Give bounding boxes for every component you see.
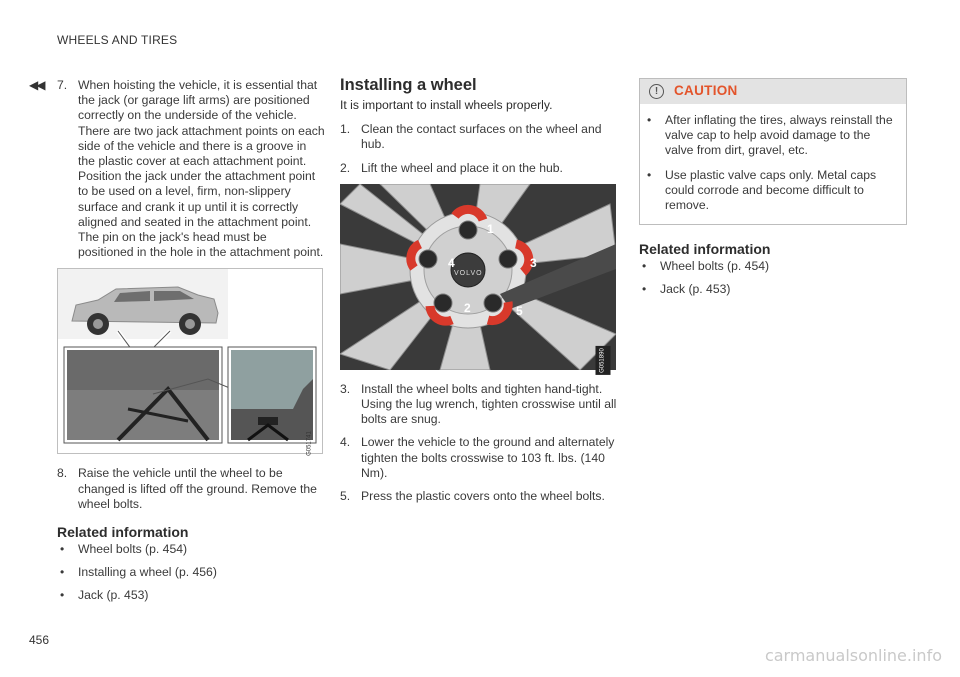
link-text[interactable]: Jack (p. 453): [660, 282, 731, 297]
step-number: 4.: [340, 435, 351, 450]
caution-body: [640, 104, 906, 224]
caution-text: Use plastic valve caps only. Metal caps could corrode and become difficult to remove.: [665, 167, 877, 213]
watermark: carmanualsonline.info: [764, 646, 942, 665]
step-number: 3.: [340, 381, 351, 396]
bolt-label-1: 1: [487, 221, 494, 236]
step-8: [57, 466, 325, 512]
bullet-icon: •: [60, 588, 65, 603]
step-2: [340, 161, 618, 176]
figure-code: G051741: [306, 431, 313, 457]
related-link-jack[interactable]: [639, 282, 907, 297]
caution-text: After inflating the tires, always reinstall the valve cap to help avoid damage to the valve from dirt, gravel, etc.: [665, 113, 893, 158]
section-heading: Installing a wheel: [340, 76, 477, 94]
bolt-label-2: 2: [464, 300, 471, 315]
step-4: [340, 435, 618, 481]
previous-page-icon[interactable]: ◀◀: [29, 78, 44, 92]
caution-item: [644, 113, 898, 159]
section-title: WHEELS AND TIRES: [57, 33, 178, 47]
related-information-heading: Related information: [639, 241, 771, 258]
caution-title: CAUTION: [674, 83, 738, 98]
related-link-wheel-bolts[interactable]: [639, 259, 907, 274]
step-text: Raise the vehicle until the wheel to be changed is lifted off the ground. Remove the wheel bolts.: [78, 466, 317, 511]
jack-diagram-svg: [58, 269, 322, 453]
left-column: [57, 78, 325, 612]
exclamation-icon: !: [649, 84, 664, 99]
right-column: [639, 78, 907, 306]
link-text[interactable]: Installing a wheel (p. 456): [78, 565, 217, 580]
related-link-installing-wheel[interactable]: [57, 565, 325, 580]
link-text[interactable]: Jack (p. 453): [78, 588, 149, 603]
bullet-icon: •: [647, 167, 652, 182]
bolt-label-3: 3: [530, 255, 537, 270]
step-number: 5.: [340, 489, 351, 504]
link-text[interactable]: Wheel bolts (p. 454): [78, 542, 188, 557]
related-information-heading: Related information: [57, 524, 189, 541]
bullet-icon: •: [60, 542, 65, 557]
bullet-icon: •: [642, 259, 647, 274]
page-number: 456: [29, 633, 50, 647]
step-text: When hoisting the vehicle, it is essential that the jack (or garage lift arms) are positioned correctly on the underside of the vehicle. There are two jack attachment points on each side of the vehicle and there is a groove in the plastic cover at each attachment point. Position the jack under the attachment point to be used on a level, firm, non-slippery surface and crank it up until it is correctly aligned and seated in the attachment point. The pin on the jack's head must be positioned in the hole in the attachment point.: [78, 78, 325, 260]
hub-logo: VOLVO: [454, 269, 483, 277]
figure-code: G051890: [596, 346, 611, 375]
step-3: [340, 382, 618, 428]
step-text: Press the plastic covers onto the wheel bolts.: [361, 489, 605, 504]
jack-illustration: [57, 268, 323, 457]
step-text: Clean the contact surfaces on the wheel and hub.: [361, 122, 602, 152]
link-text[interactable]: Wheel bolts (p. 454): [660, 259, 770, 274]
step-1: [340, 122, 618, 152]
wheel-bolt-illustration: [340, 184, 616, 373]
step-text: Lower the vehicle to the ground and alternately tighten the bolts crosswise to 103 ft. lbs. (140 Nm).: [361, 435, 615, 480]
bullet-icon: •: [60, 565, 65, 580]
step-5: [340, 489, 618, 504]
step-number: 7.: [57, 78, 68, 92]
step-number: 8.: [57, 466, 68, 481]
bullet-icon: •: [642, 282, 647, 297]
bolt-label-4: 4: [448, 255, 455, 270]
step-text: Lift the wheel and place it on the hub.: [361, 160, 563, 175]
step-number: 2.: [340, 160, 351, 175]
caution-item: [644, 168, 898, 214]
step-7: [57, 78, 325, 260]
related-link-jack[interactable]: [57, 588, 325, 603]
related-link-wheel-bolts[interactable]: [57, 542, 325, 557]
caution-header: [640, 79, 906, 104]
bullet-icon: •: [647, 113, 652, 127]
caution-box: [639, 78, 907, 225]
step-text: Install the wheel bolts and tighten hand-tight. Using the lug wrench, tighten crosswise until all bolts are snug.: [361, 381, 617, 427]
section-intro: It is important to install wheels properly.: [340, 98, 553, 112]
step-number: 1.: [340, 122, 351, 137]
bolt-label-5: 5: [516, 303, 523, 318]
middle-column: [340, 76, 618, 512]
